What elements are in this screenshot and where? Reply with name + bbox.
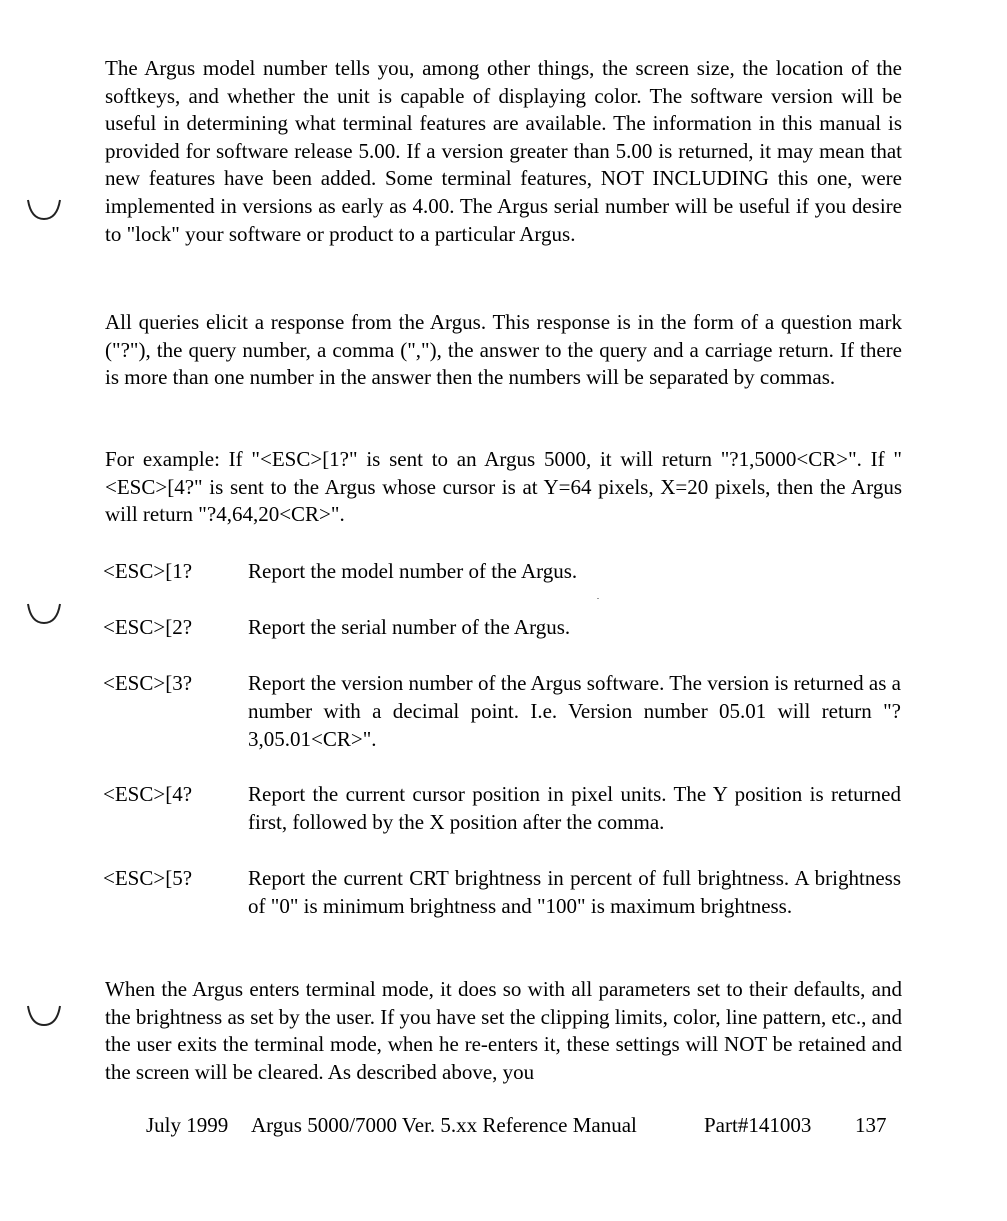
queries-paragraph: All queries elicit a response from the Argus. This response is in the form of a question mark ("?"), the query number, a comma (","), the answer to the query and a carriage return. If there is more than one number in the answer then the numbers will be separated by commas. bbox=[105, 310, 902, 390]
footer-date: July 1999 bbox=[146, 1113, 229, 1137]
command-entry bbox=[103, 558, 903, 586]
binder-hole-mark-icon bbox=[22, 1002, 66, 1028]
command-entry bbox=[103, 614, 903, 642]
scan-speck bbox=[597, 598, 599, 599]
command-entry bbox=[103, 670, 903, 753]
intro-paragraph: The Argus model number tells you, among other things, the screen size, the location of the softkeys, and whether the unit is capable of displaying color. The software version will be useful in determining what terminal features are available. The information in this manual is provided for software release 5.00. If a version greater than 5.00 is returned, it may mean that new features have been added. Some terminal features, NOT INCLUDING this one, were implemented in versions as early as 4.00. The Argus serial number will be useful if you desire to "lock" your software or product to a particular Argus. bbox=[105, 56, 902, 246]
command-description: Report the current CRT brightness in percent of full brightness. A brightness of "0" is minimum brightness and "100" is maximum brightness. bbox=[248, 866, 901, 918]
command-code: <ESC>[3? bbox=[103, 671, 193, 695]
command-code: <ESC>[5? bbox=[103, 866, 193, 890]
binder-hole-mark-icon bbox=[22, 600, 66, 626]
command-entry bbox=[103, 865, 903, 921]
command-entry bbox=[103, 781, 903, 837]
command-description: Report the model number of the Argus. bbox=[248, 559, 578, 583]
command-code: <ESC>[4? bbox=[103, 782, 193, 806]
footer-part-number: Part#141003 bbox=[704, 1113, 812, 1137]
command-code: <ESC>[2? bbox=[103, 615, 193, 639]
command-description: Report the current cursor position in pixel units. The Y position is returned first, followed by the X position after the comma. bbox=[248, 782, 901, 834]
command-description: Report the serial number of the Argus. bbox=[248, 615, 571, 639]
command-description: Report the version number of the Argus software. The version is returned as a number with a decimal point. I.e. Version number 05.01 will return "?3,05.01<CR>". bbox=[248, 671, 901, 751]
footer-manual-title: Argus 5000/7000 Ver. 5.xx Reference Manual bbox=[251, 1113, 637, 1137]
terminal-mode-paragraph: When the Argus enters terminal mode, it does so with all parameters set to their defaults, and the brightness as set by the user. If you have set the clipping limits, color, line pattern, etc., and the user exits the terminal mode, when he re-enters it, these settings will NOT be retained and the screen will be cleared. As described above, you bbox=[105, 977, 902, 1084]
page-number: 137 bbox=[855, 1113, 887, 1137]
binder-hole-mark-icon bbox=[22, 196, 66, 222]
command-code: <ESC>[1? bbox=[103, 559, 193, 583]
page-footer bbox=[146, 1111, 906, 1139]
example-paragraph: For example: If "<ESC>[1?" is sent to an Argus 5000, it will return "?1,5000<CR>". If "<ESC>[4?" is sent to the Argus whose cursor is at Y=64 pixels, X=20 pixels, then the Argus will return "?4,64,20<CR>". bbox=[105, 447, 902, 527]
